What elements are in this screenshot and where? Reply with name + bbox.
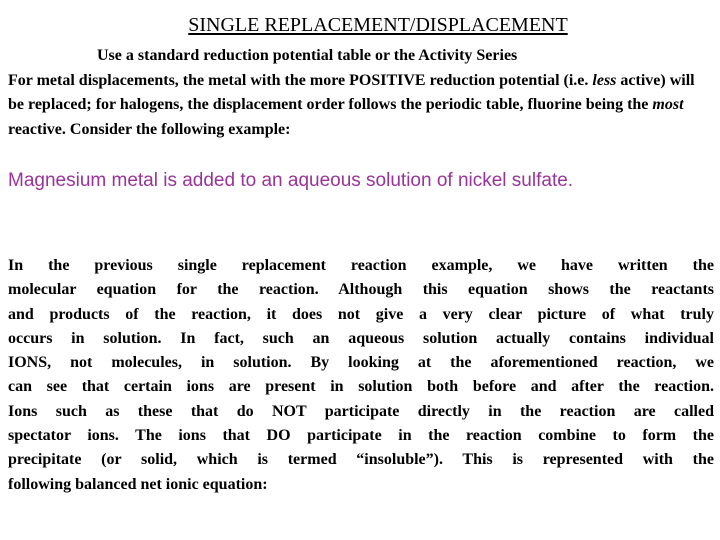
emphasis-less: less [592,71,617,89]
intro-text-part-b: active) will be replaced; for halogens, the displacement order follows the periodic table, fluorine being the [8,71,695,113]
intro-text-part-c: reactive. Consider the following example: [8,120,291,138]
emphasis-most: most [652,96,684,113]
paragraph-line: spectator ions. The ions that DO participate in the reaction combine to form the [8,427,714,445]
paragraph-line: IONS, not molecules, in solution. By looking at the aforementioned reaction, we [8,354,714,372]
paragraph-line: can see that certain ions are present in solution both before and after the reaction. [8,378,714,396]
paragraph-line: and products of the reaction, it does not give a very clear picture of what truly [8,305,714,323]
paragraph-line: molecular equation for the reaction. Although this equation shows the reactants [8,281,714,299]
paragraph-line: In the previous single replacement reaction example, we have written the [8,257,714,274]
page-title: SINGLE REPLACEMENT/DISPLACEMENT [188,14,568,36]
paragraph-line: Ions such as these that do NOT participate directly in the reaction are called [8,402,714,420]
intro-line-activity-series: Use a standard reduction potential table or the Activity Series [97,47,518,64]
intro-text [8,44,714,142]
intro-text-part-a: For metal displacements, the metal with the more POSITIVE reduction potential (i.e. [8,71,593,89]
paragraph-line: following balanced net ionic equation: [8,475,268,493]
paragraph-line: occurs in solution. In fact, such an aqueous solution actually contains individual [8,329,714,347]
paragraph-line: precipitate (or solid, which is termed “insoluble”). This is represented with the [8,451,714,469]
explanation-paragraph [8,254,714,497]
example-statement: Magnesium metal is added to an aqueous solution of nickel sulfate. [8,170,574,191]
